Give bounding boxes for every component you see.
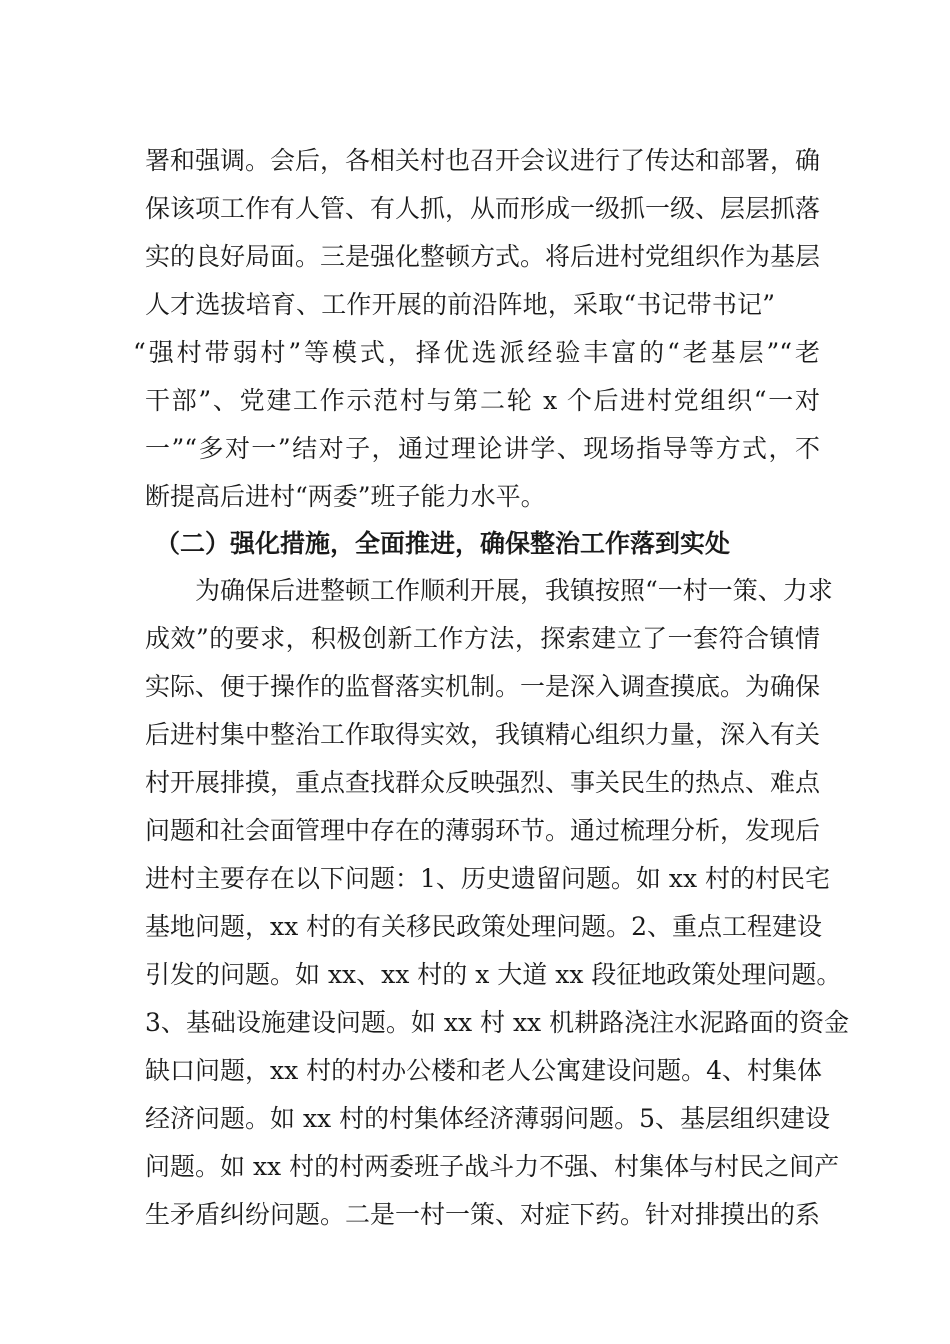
paragraph-line: 人才选拔培育、工作开展的前沿阵地，采取“书记带书记”	[145, 290, 775, 319]
paragraph-line: 干部”、党建工作示范村与第二轮 x 个后进村党组织“一对	[145, 386, 820, 415]
paragraph-line: 问题。如 xx 村的村两委班子战斗力不强、村集体与村民之间产	[145, 1152, 840, 1181]
paragraph-line: 基地问题，xx 村的有关移民政策处理问题。2、重点工程建设	[145, 912, 823, 941]
paragraph-line: 实的良好局面。三是强化整顿方式。将后进村党组织作为基层	[145, 242, 821, 271]
paragraph-line: 引发的问题。如 xx、xx 村的 x 大道 xx 段征地政策处理问题。	[145, 960, 842, 989]
paragraph-line: 后进村集中整治工作取得实效，我镇精心组织力量，深入有关	[145, 720, 821, 749]
paragraph-line: 生矛盾纠纷问题。二是一村一策、对症下药。针对排摸出的系	[145, 1200, 821, 1229]
section-heading: （二）强化措施，全面推进，确保整治工作落到实处	[155, 529, 731, 558]
paragraph-line: 3、基础设施建设问题。如 xx 村 xx 机耕路浇注水泥路面的资金	[145, 1008, 850, 1037]
paragraph-line: 进村主要存在以下问题：1、历史遗留问题。如 xx 村的村民宅	[145, 864, 830, 893]
paragraph-line: 保该项工作有人管、有人抓，从而形成一级抓一级、层层抓落	[145, 194, 821, 223]
paragraph-line: 成效”的要求，积极创新工作方法，探索建立了一套符合镇情	[145, 624, 820, 653]
paragraph-line: 一”“多对一”结对子，通过理论讲学、现场指导等方式，不	[145, 434, 820, 463]
paragraph-line: 村开展排摸，重点查找群众反映强烈、事关民生的热点、难点	[145, 768, 821, 797]
paragraph-line: 实际、便于操作的监督落实机制。一是深入调查摸底。为确保	[145, 672, 821, 701]
paragraph-line: 署和强调。会后，各相关村也召开会议进行了传达和部署，确	[145, 146, 821, 175]
paragraph-line: 问题和社会面管理中存在的薄弱环节。通过梳理分析，发现后	[145, 816, 821, 845]
paragraph-line: 经济问题。如 xx 村的村集体经济薄弱问题。5、基层组织建设	[145, 1104, 830, 1133]
paragraph-line: 为确保后进整顿工作顺利开展，我镇按照“一村一策、力求	[195, 576, 833, 605]
paragraph-line: 缺口问题，xx 村的村办公楼和老人公寓建设问题。4、村集体	[145, 1056, 823, 1085]
paragraph-line: 断提高后进村“两委”班子能力水平。	[145, 482, 546, 511]
paragraph-line: “强村带弱村”等模式，择优选派经验丰富的“老基层”“老	[133, 338, 820, 367]
